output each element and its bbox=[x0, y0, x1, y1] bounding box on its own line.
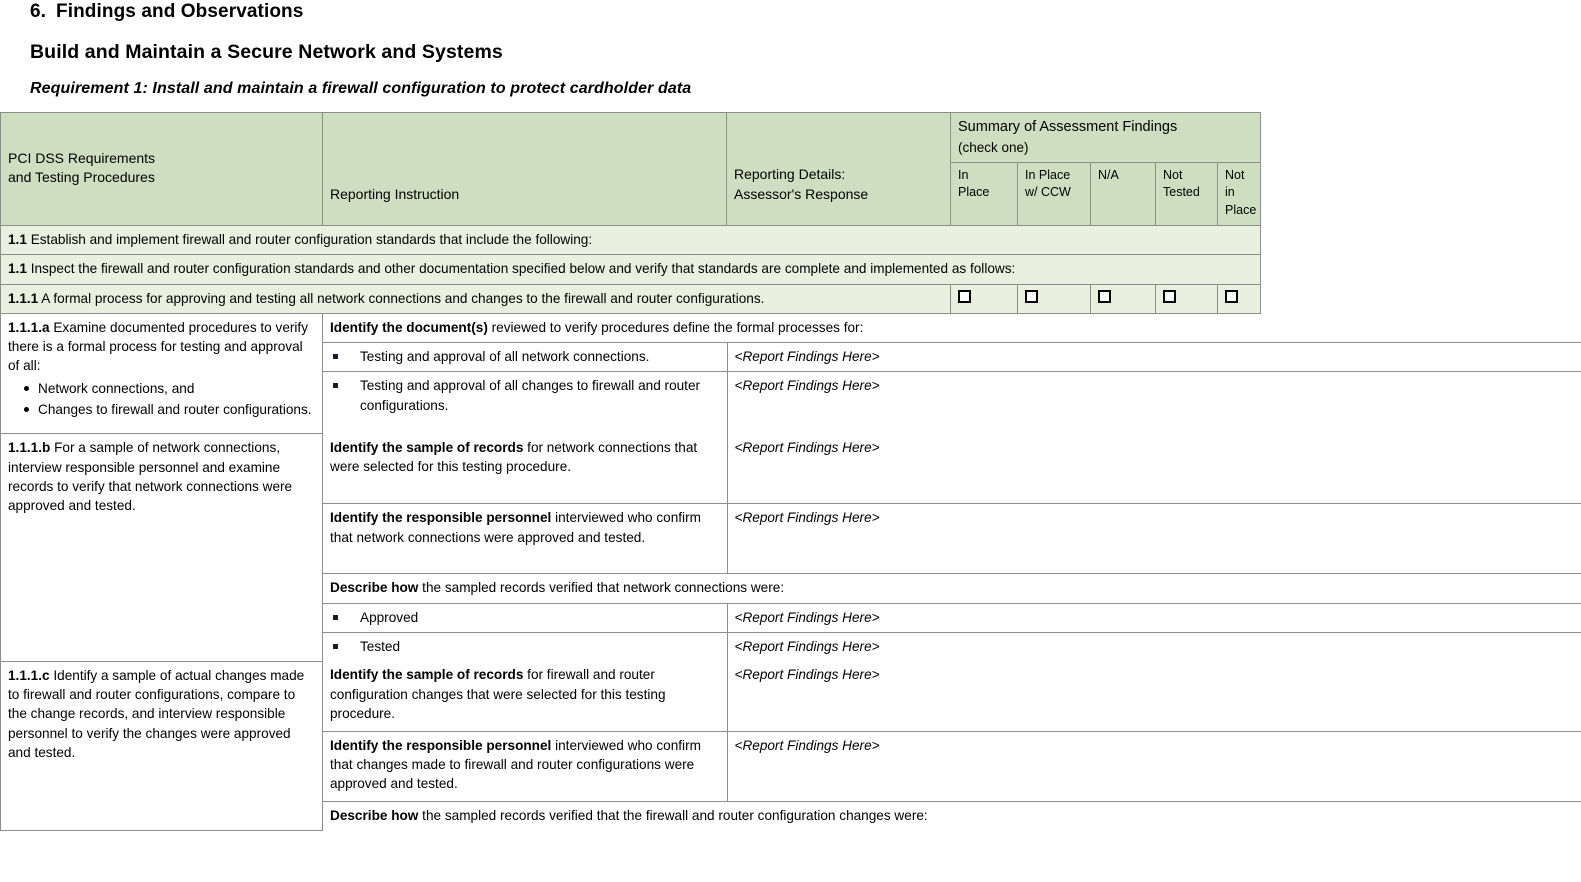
header-check-na-label: N/A bbox=[1098, 167, 1119, 182]
header-reporting-details-line1: Reporting Details: bbox=[734, 166, 846, 182]
header-check-not-tested-line1: Not bbox=[1163, 167, 1183, 182]
header-check-na bbox=[1091, 162, 1156, 225]
report-findings-placeholder[interactable]: <Report Findings Here> bbox=[734, 667, 880, 683]
checkbox-cell-not-tested[interactable] bbox=[1156, 284, 1218, 313]
table-row bbox=[1, 284, 1261, 313]
requirement-heading: Requirement 1: Install and maintain a firewall configuration to protect cardholder data bbox=[30, 80, 692, 97]
row-1-1-requirement bbox=[1, 225, 1261, 254]
describe-how-1-1-1-b bbox=[323, 574, 1581, 603]
findings-placeholder-cell[interactable] bbox=[727, 731, 1581, 801]
table-row bbox=[323, 661, 1581, 731]
list-item: Approved bbox=[330, 608, 720, 627]
table-row bbox=[323, 314, 1581, 343]
inner-table-1-1-1-a bbox=[323, 314, 1581, 434]
row-1-1-1-b-number: 1.1.1.b bbox=[8, 440, 51, 456]
checkbox-in-place-icon[interactable] bbox=[958, 290, 971, 303]
describe-how-rest: the sampled records verified that network connections were: bbox=[418, 580, 785, 596]
header-check-not-in-place-line2: Place bbox=[1225, 203, 1257, 218]
describe-how-rest: the sampled records verified that the firewall and router configuration changes were: bbox=[418, 807, 928, 823]
report-findings-placeholder[interactable]: <Report Findings Here> bbox=[734, 349, 880, 365]
row-1-1-1-a-requirement bbox=[1, 313, 323, 434]
findings-placeholder-cell[interactable] bbox=[727, 504, 1581, 574]
page-section-heading bbox=[0, 2, 303, 21]
report-findings-placeholder[interactable]: <Report Findings Here> bbox=[734, 737, 880, 753]
row-1-1-1-a-text: Examine documented procedures to verify there is a formal process for testing and approval of all: bbox=[8, 319, 308, 374]
table-row bbox=[323, 603, 1581, 632]
checkbox-not-tested-icon[interactable] bbox=[1163, 290, 1176, 303]
list-item: Testing and approval of all changes to firewall and router configurations. bbox=[330, 376, 720, 415]
row-1-1-1-a-detail-block bbox=[323, 313, 1261, 434]
header-check-in-place-line1: In bbox=[958, 167, 969, 182]
report-findings-placeholder[interactable]: <Report Findings Here> bbox=[734, 510, 880, 526]
checkbox-not-in-place-icon[interactable] bbox=[1225, 290, 1238, 303]
findings-placeholder-cell[interactable] bbox=[727, 603, 1581, 632]
table-row bbox=[1, 225, 1261, 254]
row-1-1-1-text: A formal process for approving and testing all network connections and changes to the firewall and router configurations. bbox=[41, 290, 765, 306]
instruction-rest: for firewall and router configuration changes that were selected for this testing procedure. bbox=[330, 667, 666, 721]
row-1-1-1-number: 1.1.1 bbox=[8, 290, 39, 306]
row-1-1-testing-number: 1.1 bbox=[8, 261, 27, 277]
instruction-rest: interviewed who confirm that changes made to firewall and router configurations were approved and tested. bbox=[330, 737, 701, 792]
header-check-in-place bbox=[951, 162, 1018, 225]
findings-placeholder-cell[interactable] bbox=[727, 633, 1581, 662]
instruction-rest: for network connections that were selected for this testing procedure. bbox=[330, 439, 698, 475]
table-row bbox=[1, 434, 1261, 661]
table-row bbox=[323, 434, 1581, 504]
checkbox-cell-not-in-place[interactable] bbox=[1218, 284, 1261, 313]
header-reporting-details bbox=[727, 113, 951, 226]
table-row bbox=[323, 801, 1581, 830]
checkbox-na-icon[interactable] bbox=[1098, 290, 1111, 303]
header-summary-of-findings bbox=[951, 113, 1261, 163]
table-row bbox=[323, 574, 1581, 603]
table-row bbox=[1, 313, 1261, 434]
row-1-1-testing bbox=[1, 255, 1261, 284]
header-check-ccw-line2: w/ CCW bbox=[1025, 185, 1071, 200]
header-summary-title: Summary of Assessment Findings bbox=[958, 119, 1178, 135]
header-reporting-details-line2: Assessor's Response bbox=[734, 185, 869, 202]
row-1-1-testing-text: Inspect the firewall and router configuration standards and other documentation specified below and verify that standards are complete and implemented as follows: bbox=[30, 261, 1016, 277]
instruction-bold: Identify the responsible personnel bbox=[330, 737, 552, 753]
inner-table-1-1-1-c bbox=[323, 661, 1581, 830]
row-1-1-1-b-text: For a sample of network connections, interview responsible personnel and examine records to verify that network connections were approved and tested. bbox=[8, 440, 293, 514]
describe-item-tested bbox=[323, 633, 727, 662]
findings-placeholder-cell[interactable] bbox=[727, 661, 1581, 731]
checkbox-cell-in-place-ccw[interactable] bbox=[1018, 284, 1091, 313]
instruction-1-1-1-b-1 bbox=[323, 434, 727, 504]
instruction-1-1-1-a-item-2 bbox=[323, 372, 727, 434]
assessment-table-wrapper bbox=[0, 112, 1260, 831]
table-row bbox=[323, 343, 1581, 372]
list-item: Testing and approval of all network connections. bbox=[330, 347, 720, 366]
header-check-in-place-line2: Place bbox=[958, 185, 990, 200]
header-check-not-tested bbox=[1156, 162, 1218, 225]
checkbox-cell-na[interactable] bbox=[1091, 284, 1156, 313]
describe-how-1-1-1-c bbox=[323, 801, 1581, 830]
row-1-1-1-a-bullet-list bbox=[8, 379, 315, 422]
row-1-1-text: Establish and implement firewall and router configuration standards that include the following: bbox=[30, 231, 593, 247]
section-number: 6. bbox=[30, 1, 47, 22]
instruction-heading-rest: reviewed to verify procedures define the formal processes for: bbox=[487, 319, 864, 335]
instruction-1-1-1-a-item-1 bbox=[323, 343, 727, 372]
assessment-table bbox=[0, 112, 1261, 831]
row-1-1-1-b-detail-block bbox=[323, 434, 1261, 661]
row-1-1-1-a-number: 1.1.1.a bbox=[8, 319, 50, 335]
table-header-row-1 bbox=[1, 113, 1261, 163]
row-1-1-1-c-detail-block bbox=[323, 661, 1261, 830]
instruction-rest: interviewed who confirm that network connections were approved and tested. bbox=[330, 510, 701, 545]
findings-placeholder-cell[interactable] bbox=[727, 372, 1581, 434]
table-row bbox=[323, 504, 1581, 574]
row-1-1-1-text-cell bbox=[1, 284, 951, 313]
header-check-not-tested-line2: Tested bbox=[1163, 185, 1200, 200]
findings-placeholder-cell[interactable] bbox=[727, 434, 1581, 504]
checkbox-in-place-ccw-icon[interactable] bbox=[1025, 290, 1038, 303]
header-check-in-place-ccw bbox=[1018, 162, 1091, 225]
report-findings-placeholder[interactable]: <Report Findings Here> bbox=[734, 609, 880, 625]
instruction-1-1-1-c-1 bbox=[323, 661, 727, 731]
row-1-1-1-c-requirement bbox=[1, 661, 323, 830]
describe-how-bold: Describe how bbox=[330, 807, 419, 823]
list-item: Network connections, and bbox=[24, 379, 315, 400]
report-findings-placeholder[interactable]: <Report Findings Here> bbox=[734, 378, 880, 394]
table-row bbox=[323, 731, 1581, 801]
findings-placeholder-cell[interactable] bbox=[727, 343, 1581, 372]
describe-item-approved bbox=[323, 603, 727, 632]
instruction-1-1-1-c-2 bbox=[323, 731, 727, 801]
section-title: Findings and Observations bbox=[56, 1, 304, 22]
header-summary-subtitle: (check one) bbox=[958, 139, 1029, 155]
instruction-bold: Identify the responsible personnel bbox=[330, 510, 552, 526]
instruction-bold: Identify the sample of records bbox=[330, 667, 524, 683]
header-reporting-instruction bbox=[323, 113, 727, 226]
header-check-not-in-place bbox=[1218, 162, 1261, 225]
instruction-heading-bold: Identify the document(s) bbox=[330, 319, 488, 335]
row-1-1-1-b-requirement bbox=[1, 434, 323, 661]
header-pci-requirements bbox=[1, 113, 323, 226]
instruction-1-1-1-b-2 bbox=[323, 504, 727, 574]
table-row bbox=[1, 661, 1261, 830]
header-check-ccw-line1: In Place bbox=[1025, 167, 1071, 182]
header-pci-requirements-line1: PCI DSS Requirements bbox=[8, 149, 156, 166]
header-check-not-in-place-line1: Not in bbox=[1225, 167, 1245, 200]
table-row bbox=[1, 255, 1261, 284]
checkbox-cell-in-place[interactable] bbox=[951, 284, 1018, 313]
table-row bbox=[323, 633, 1581, 662]
subsection-heading: Build and Maintain a Secure Network and Systems bbox=[30, 41, 503, 63]
table-row bbox=[323, 372, 1581, 434]
header-reporting-instruction-label: Reporting Instruction bbox=[330, 186, 460, 202]
inner-table-1-1-1-b bbox=[323, 434, 1581, 661]
list-item: Tested bbox=[330, 637, 720, 656]
describe-how-bold: Describe how bbox=[330, 580, 419, 596]
report-findings-placeholder[interactable]: <Report Findings Here> bbox=[734, 439, 880, 455]
row-1-1-1-c-number: 1.1.1.c bbox=[8, 667, 50, 683]
instruction-1-1-1-a-heading bbox=[323, 314, 1581, 343]
list-item: Changes to firewall and router configurations. bbox=[24, 400, 315, 421]
report-findings-placeholder[interactable]: <Report Findings Here> bbox=[734, 639, 880, 655]
instruction-bold: Identify the sample of records bbox=[330, 439, 524, 455]
row-1-1-number: 1.1 bbox=[8, 231, 27, 247]
row-1-1-1-c-text: Identify a sample of actual changes made to firewall and router configurations, compare to the change records, and interview responsible personnel to verify the changes were approved and tested. bbox=[8, 667, 305, 761]
header-pci-requirements-line2: and Testing Procedures bbox=[8, 169, 155, 186]
